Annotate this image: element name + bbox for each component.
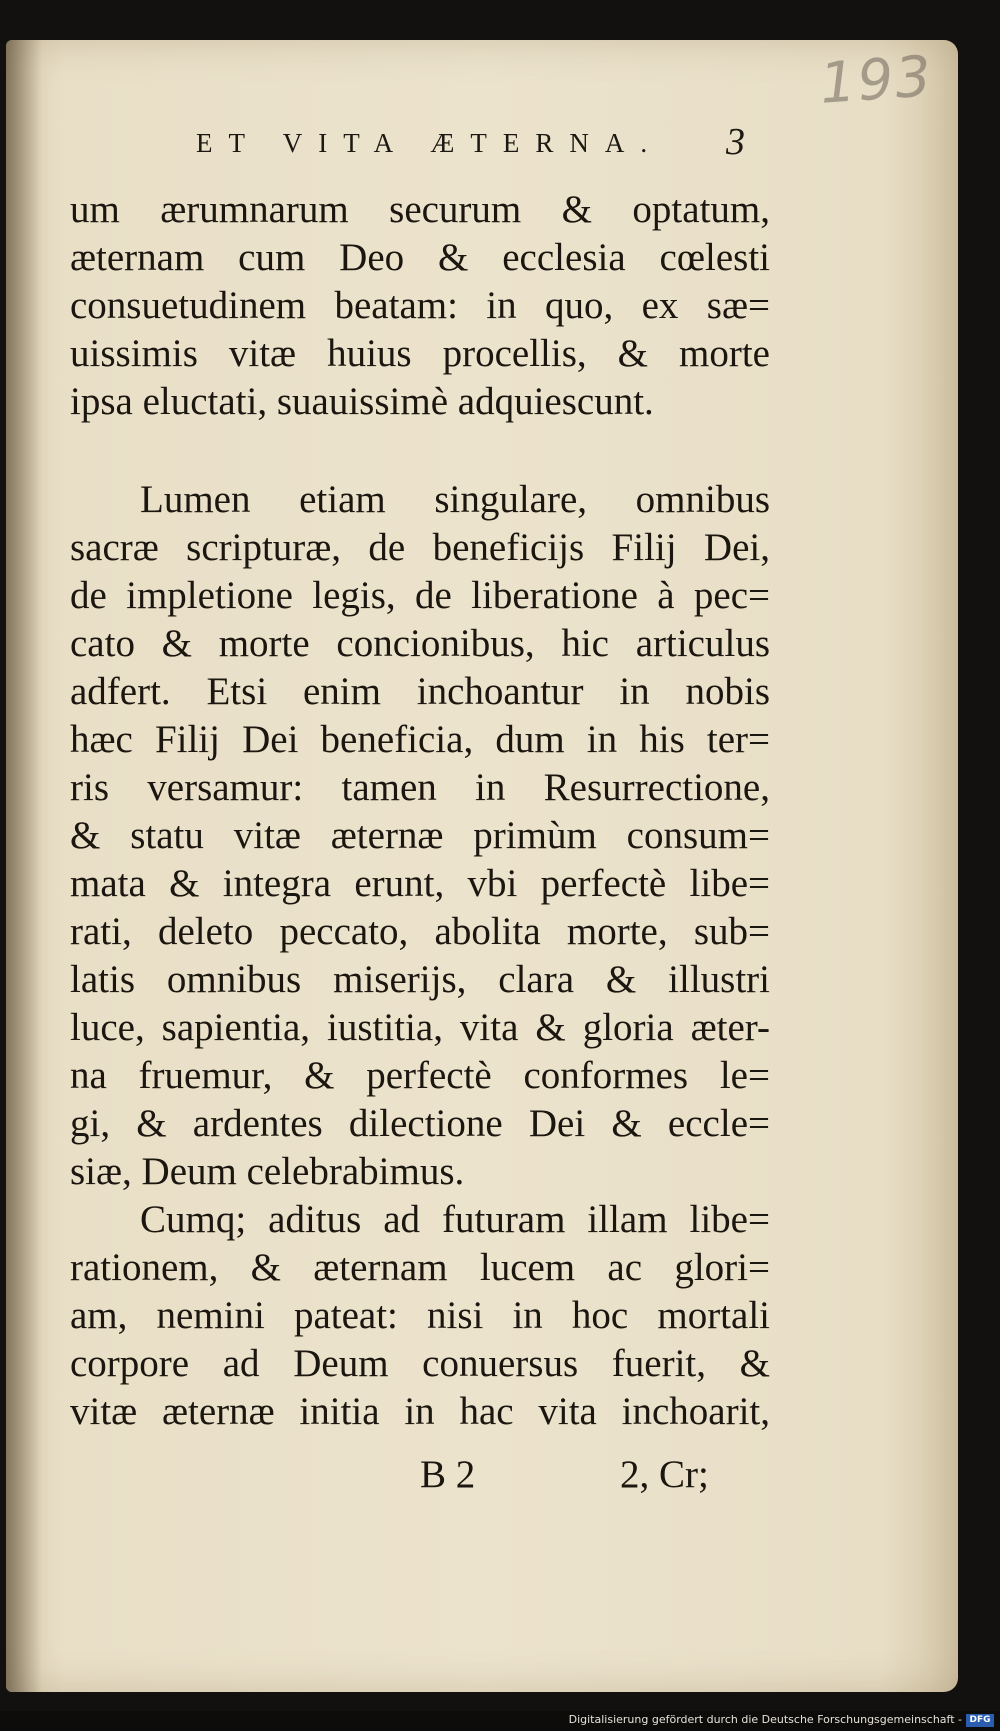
text-line: ris versamur: tamen in Resurrectione, (70, 766, 770, 809)
text-block (70, 186, 770, 1436)
text-line: de impletione legis, de liberatione à pec= (70, 574, 770, 617)
running-head: ET VITA ÆTERNA. (196, 128, 664, 158)
text-line: gi, & ardentes dilectione Dei & eccle= (70, 1102, 770, 1145)
paragraph-1 (70, 186, 770, 426)
text-line: Cumq; aditus ad futuram illam libe= (140, 1198, 770, 1241)
text-line: vitæ æternæ initia in hac vita inchoarit, (70, 1390, 770, 1433)
text-line: rati, deleto peccato, abolita morte, sub= (70, 910, 770, 953)
paragraph-gap (70, 426, 770, 476)
text-line: latis omnibus miserijs, clara & illustri (70, 958, 770, 1001)
text-line: luce, sapientia, iustitia, vita & gloria æter- (70, 1006, 770, 1049)
text-line: ipsa eluctati, suauissimè adquiescunt. (70, 380, 654, 423)
funding-credit: Digitalisierung gefördert durch die Deutsche Forschungsgemeinschaft - (568, 1713, 962, 1726)
text-line: æternam cum Deo & ecclesia cœlesti (70, 236, 770, 279)
spine-shadow (6, 40, 42, 1692)
text-line: mata & integra erunt, vbi perfectè libe= (70, 862, 770, 905)
pencil-page-number: 193 (817, 44, 936, 117)
text-line: corpore ad Deum conuersus fuerit, & (70, 1342, 770, 1385)
text-line: siæ, Deum celebrabimus. (70, 1150, 465, 1193)
text-line: & statu vitæ æternæ primùm consum= (70, 814, 770, 857)
dfg-logo-icon: DFG (966, 1714, 994, 1727)
text-line: Lumen etiam singulare, omnibus (140, 478, 770, 521)
text-line: consuetudinem beatam: in quo, ex sæ= (70, 284, 770, 327)
text-line: uissimis vitæ huius procellis, & morte (70, 332, 770, 375)
text-line: cato & morte concionibus, hic articulus (70, 622, 770, 665)
text-line: am, nemini pateat: nisi in hoc mortali (70, 1294, 770, 1337)
paragraph-2 (70, 476, 770, 1196)
text-line: hæc Filij Dei beneficia, dum in his ter= (70, 718, 770, 761)
text-line: adfert. Etsi enim inchoantur in nobis (70, 670, 770, 713)
text-line: na fruemur, & perfectè conformes le= (70, 1054, 770, 1097)
text-line: rationem, & æternam lucem ac glori= (70, 1246, 770, 1289)
text-line: um ærumnarum securum & optatum, (70, 188, 770, 231)
paragraph-3 (70, 1196, 770, 1436)
catchword: 2, Cr; (620, 1453, 709, 1496)
signature-mark: B 2 (420, 1453, 476, 1496)
folio-number: 3 (726, 121, 745, 163)
text-line: sacræ scripturæ, de beneficijs Filij Dei, (70, 526, 770, 569)
